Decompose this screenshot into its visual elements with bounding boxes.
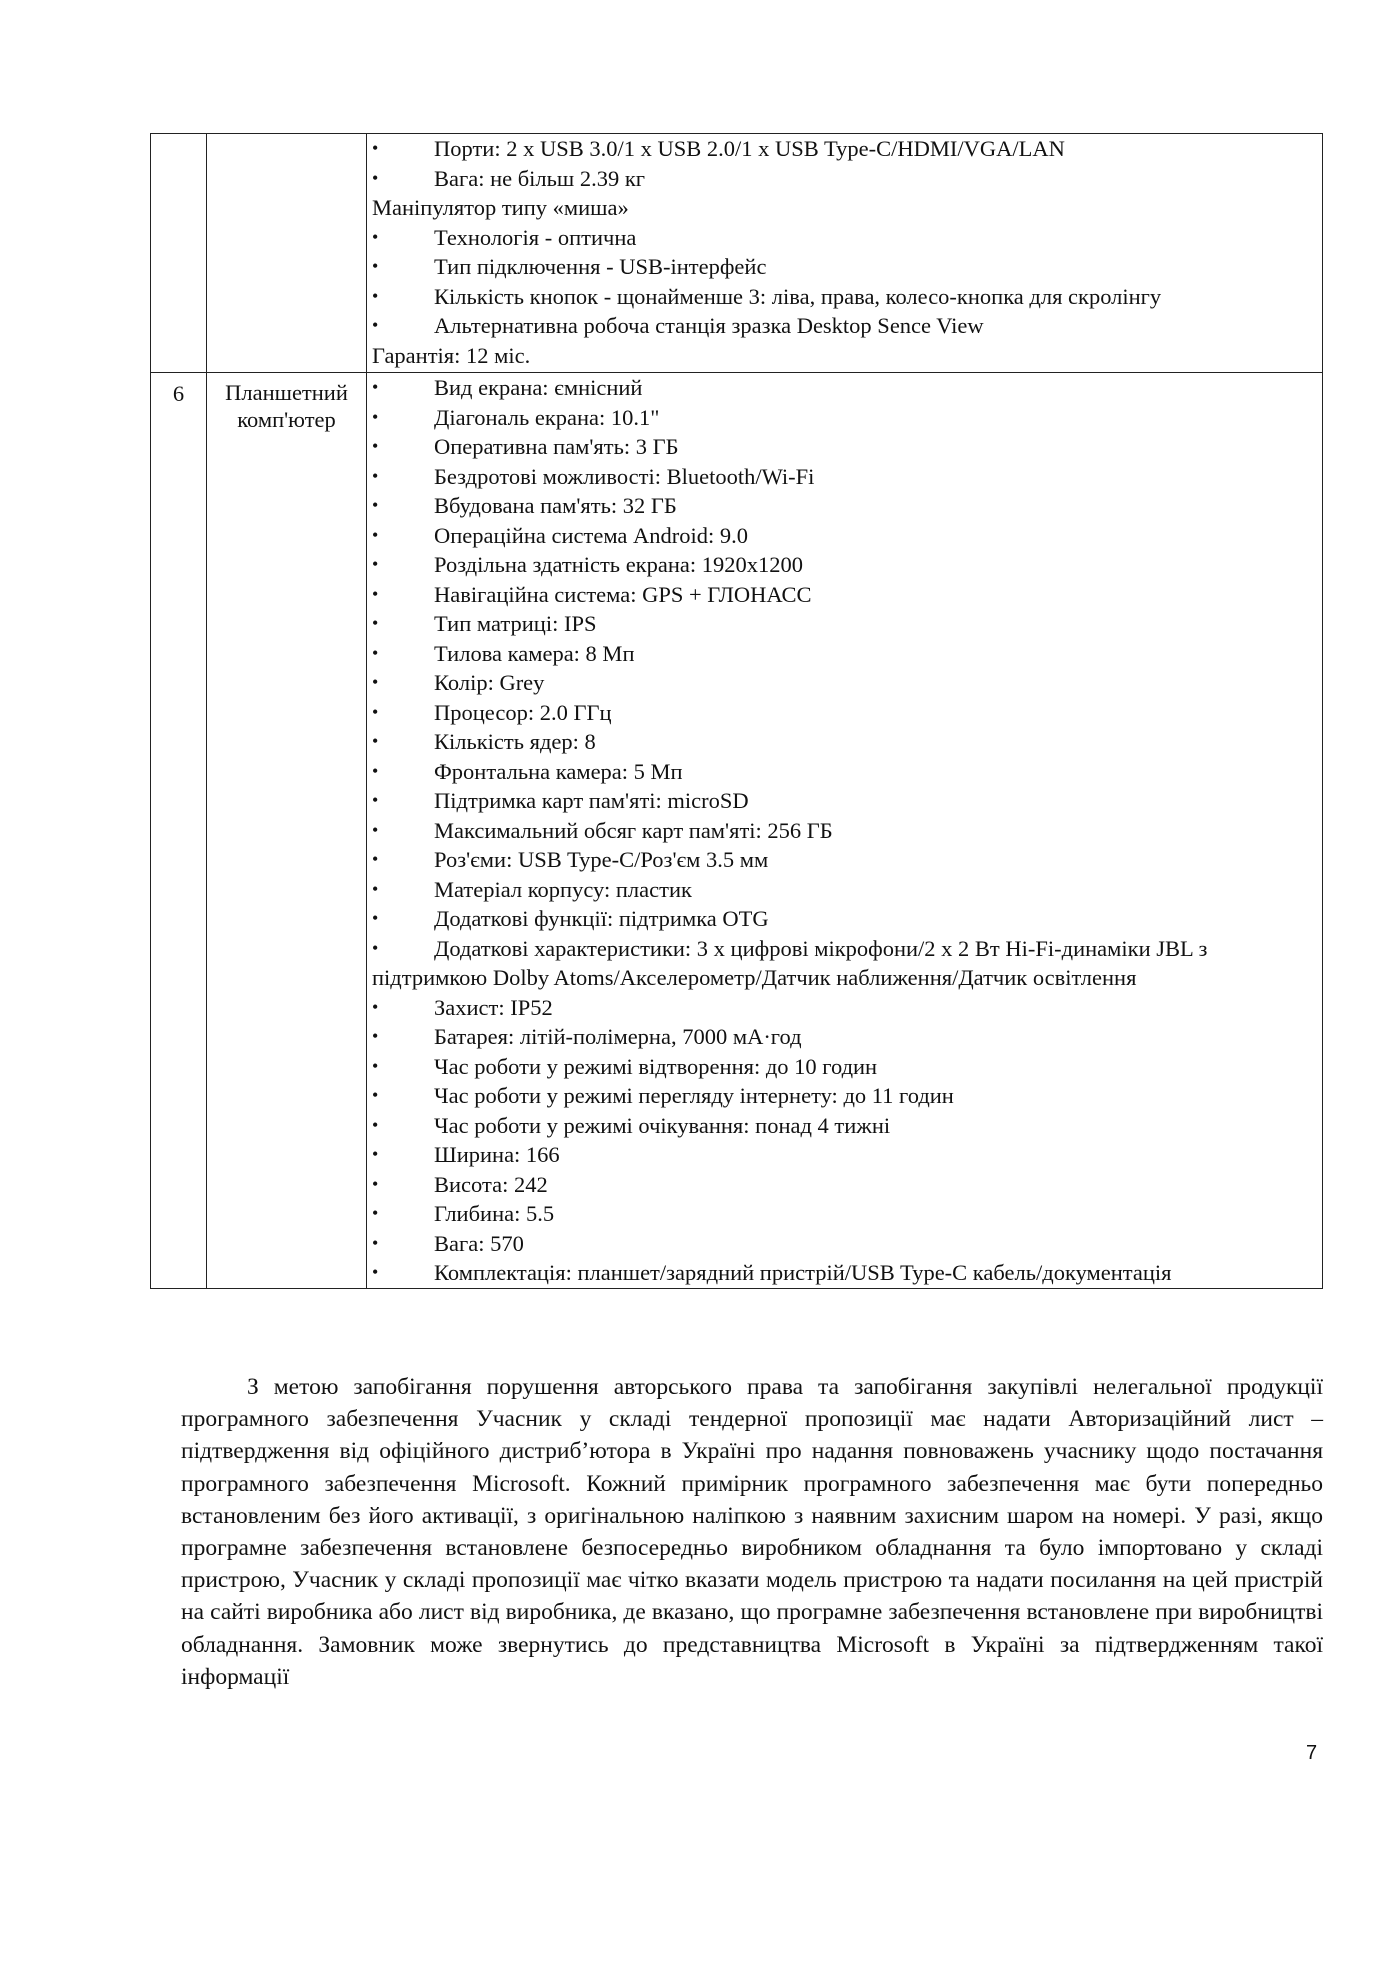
body-paragraph: З метою запобігання порушення авторського права та запобігання закупівлі нелегальної продукції програмного забезпечення Учасник у складі тендерної пропозиції має надати Авторизаційний лист – підтвердження від офіційного дистриб’ютора в Україні про надання повноважень учаснику щодо постачання програмного забезпечення Microsoft. Кожний примірник програмного забезпечення має бути попередньо встановленим без його активації, з оригінальною наліпкою з наявним захисним шаром на номері. У разі, якщо програмне забезпечення встановлене безпосередньо виробником обладнання та було імпортовано у складі пристрою, Учасник у складі пропозиції має чітко вказати модель пристрою та надати посилання на цей пристрій на сайті виробника або лист від виробника, де вказано, що програмне забезпечення встановлене при виробництві обладнання. Замовник може звернутись до представництва Microsoft в Україні за підтвердженням такої інформації	[181, 1374, 1323, 1690]
list-item: • Комплектація: планшет/зарядний пристрій/USB Type-C кабель/документація	[372, 1258, 1322, 1288]
list-item: • Вага: 570	[372, 1229, 1322, 1259]
list-item: • Альтернативна робоча станція зразка Desktop Sence View	[372, 311, 1322, 341]
number-cell	[151, 134, 207, 373]
table-row	[151, 373, 1323, 1289]
list-heading: Маніпулятор типу «миша»	[372, 195, 629, 220]
list-item: • Оперативна пам'ять: 3 ГБ	[372, 432, 1322, 462]
specification-table	[150, 133, 1323, 1289]
table-row	[151, 134, 1323, 373]
description-cell	[367, 373, 1323, 1289]
list-item: • Вбудована пам'ять: 32 ГБ	[372, 491, 1322, 521]
list-item: • Фронтальна камера: 5 Мп	[372, 757, 1322, 787]
item-name-cell	[207, 373, 367, 1289]
list-item: • Роздільна здатність екрана: 1920x1200	[372, 550, 1322, 580]
list-item: • Бездротові можливості: Bluetooth/Wi-Fi	[372, 462, 1322, 492]
row-number: 6	[151, 373, 207, 1289]
list-item: • Захист: IP52	[372, 993, 1322, 1023]
description-cell	[367, 134, 1323, 373]
list-item: • Кількість ядер: 8	[372, 727, 1322, 757]
list-item: • Вага: не більш 2.39 кг	[372, 164, 1322, 194]
list-item: • Додаткові функції: підтримка OTG	[372, 904, 1322, 934]
list-item: • Колір: Grey	[372, 668, 1322, 698]
list-item: • Час роботи у режимі відтворення: до 10 годин	[372, 1052, 1322, 1082]
page-number: 7	[1306, 1742, 1318, 1764]
warranty-text: Гарантія: 12 міс.	[372, 342, 531, 368]
list-item: • Порти: 2 x USB 3.0/1 x USB 2.0/1 x USB Type-C/HDMI/VGA/LAN	[372, 134, 1322, 164]
list-item: • Вид екрана: ємнісний	[372, 373, 1322, 403]
list-item: • Операційна система Android: 9.0	[372, 521, 1322, 551]
list-item: • Час роботи у режимі очікування: понад 4 тижні	[372, 1111, 1322, 1141]
list-item: • Додаткові характеристики: 3 х цифрові мікрофони/2 х 2 Вт Hi-Fi-динаміки JBL з	[372, 934, 1322, 964]
list-item: • Кількість кнопок - щонайменше 3: ліва, права, колесо-кнопка для скролінгу	[372, 282, 1322, 312]
list-item: • Роз'єми: USB Type-C/Роз'єм 3.5 мм	[372, 845, 1322, 875]
item-name-line: комп'ютер	[237, 407, 336, 432]
list-item-continuation: підтримкою Dolby Atoms/Акселерометр/Датчик наближення/Датчик освітлення	[372, 965, 1137, 990]
name-cell	[207, 134, 367, 373]
list-item: • Час роботи у режимі перегляду інтернету: до 11 годин	[372, 1081, 1322, 1111]
list-item: • Тип підключення - USB-інтерфейс	[372, 252, 1322, 282]
item-name-line: Планшетний	[225, 380, 348, 405]
list-item: • Навігаційна система: GPS + ГЛОНАСС	[372, 580, 1322, 610]
list-item: • Технологія - оптична	[372, 223, 1322, 253]
list-item: • Тип матриці: IPS	[372, 609, 1322, 639]
list-item: • Батарея: літій-полімерна, 7000 мА·год	[372, 1022, 1322, 1052]
list-item: • Підтримка карт пам'яті: microSD	[372, 786, 1322, 816]
list-item: • Максимальний обсяг карт пам'яті: 256 ГБ	[372, 816, 1322, 846]
list-item: • Процесор: 2.0 ГГц	[372, 698, 1322, 728]
list-item: • Глибина: 5.5	[372, 1199, 1322, 1229]
list-item: • Діагональ екрана: 10.1"	[372, 403, 1322, 433]
list-item: • Ширина: 166	[372, 1140, 1322, 1170]
list-item: • Висота: 242	[372, 1170, 1322, 1200]
list-item: • Матеріал корпусу: пластик	[372, 875, 1322, 905]
list-item: • Тилова камера: 8 Мп	[372, 639, 1322, 669]
